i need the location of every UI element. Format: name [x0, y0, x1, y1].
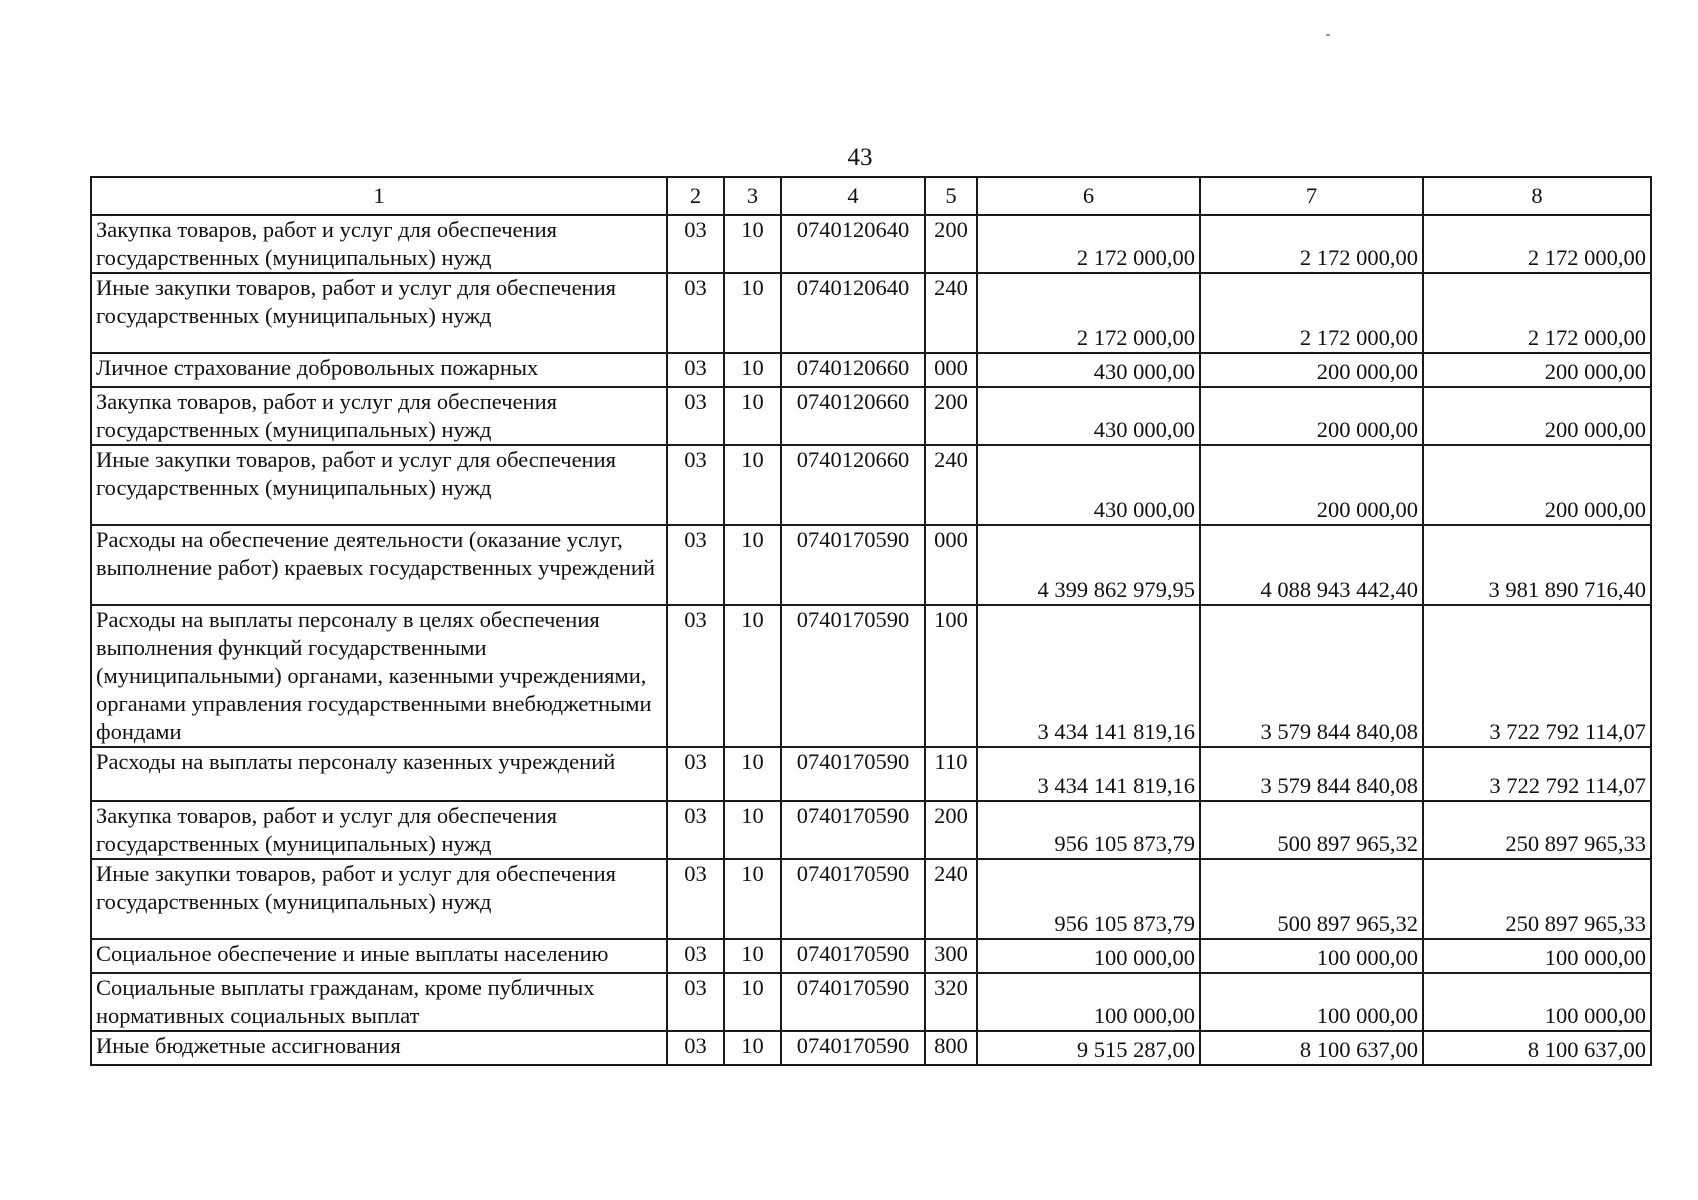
- expense-type-code: 200: [925, 801, 977, 859]
- target-article-code: 0740170590: [781, 801, 925, 859]
- table-row: [91, 525, 1651, 605]
- header-cell: 1: [91, 177, 667, 215]
- amount-col-6: 956 105 873,79: [977, 859, 1200, 939]
- table-row: [91, 605, 1651, 747]
- amount-col-7: 2 172 000,00: [1200, 273, 1423, 353]
- header-cell: 5: [925, 177, 977, 215]
- expense-type-code: 240: [925, 273, 977, 353]
- page-number: 43: [847, 144, 873, 171]
- subsection-code: 10: [724, 525, 781, 605]
- amount-col-8: 200 000,00: [1423, 353, 1651, 387]
- target-article-code: 0740120640: [781, 273, 925, 353]
- amount-col-7: 3 579 844 840,08: [1200, 605, 1423, 747]
- scan-speck: [1326, 34, 1330, 36]
- header-cell: 8: [1423, 177, 1651, 215]
- expense-type-code: 200: [925, 215, 977, 273]
- expense-type-code: 100: [925, 605, 977, 747]
- section-code: 03: [667, 445, 724, 525]
- budget-table: [90, 176, 1652, 1066]
- expense-type-code: 300: [925, 939, 977, 973]
- amount-col-7: 3 579 844 840,08: [1200, 747, 1423, 801]
- row-name: Социальные выплаты гражданам, кроме публичных нормативных социальных выплат: [91, 973, 667, 1031]
- amount-col-7: 2 172 000,00: [1200, 215, 1423, 273]
- amount-col-8: 250 897 965,33: [1423, 859, 1651, 939]
- amount-col-7: 100 000,00: [1200, 973, 1423, 1031]
- section-code: 03: [667, 525, 724, 605]
- table-row: [91, 353, 1651, 387]
- target-article-code: 0740170590: [781, 605, 925, 747]
- table-row: [91, 973, 1651, 1031]
- row-name: Иные бюджетные ассигнования: [91, 1031, 667, 1065]
- expense-type-code: 200: [925, 387, 977, 445]
- amount-col-8: 8 100 637,00: [1423, 1031, 1651, 1065]
- amount-col-8: 250 897 965,33: [1423, 801, 1651, 859]
- target-article-code: 0740120660: [781, 387, 925, 445]
- expense-type-code: 000: [925, 525, 977, 605]
- header-cell: 4: [781, 177, 925, 215]
- target-article-code: 0740170590: [781, 525, 925, 605]
- amount-col-6: 4 399 862 979,95: [977, 525, 1200, 605]
- row-name: Иные закупки товаров, работ и услуг для обеспечения государственных (муниципальных) нужд: [91, 445, 667, 525]
- amount-col-8: 3 722 792 114,07: [1423, 747, 1651, 801]
- section-code: 03: [667, 387, 724, 445]
- section-code: 03: [667, 859, 724, 939]
- target-article-code: 0740120660: [781, 353, 925, 387]
- amount-col-6: 430 000,00: [977, 353, 1200, 387]
- table-row: [91, 215, 1651, 273]
- amount-col-8: 200 000,00: [1423, 387, 1651, 445]
- expense-type-code: 800: [925, 1031, 977, 1065]
- subsection-code: 10: [724, 1031, 781, 1065]
- row-name: Закупка товаров, работ и услуг для обеспечения государственных (муниципальных) нужд: [91, 215, 667, 273]
- expense-type-code: 240: [925, 445, 977, 525]
- expense-type-code: 110: [925, 747, 977, 801]
- subsection-code: 10: [724, 859, 781, 939]
- target-article-code: 0740170590: [781, 747, 925, 801]
- section-code: 03: [667, 1031, 724, 1065]
- table-row: [91, 273, 1651, 353]
- amount-col-6: 430 000,00: [977, 387, 1200, 445]
- subsection-code: 10: [724, 747, 781, 801]
- amount-col-8: 100 000,00: [1423, 973, 1651, 1031]
- section-code: 03: [667, 747, 724, 801]
- target-article-code: 0740170590: [781, 859, 925, 939]
- section-code: 03: [667, 939, 724, 973]
- amount-col-6: 100 000,00: [977, 939, 1200, 973]
- amount-col-7: 500 897 965,32: [1200, 801, 1423, 859]
- amount-col-6: 3 434 141 819,16: [977, 605, 1200, 747]
- expense-type-code: 000: [925, 353, 977, 387]
- target-article-code: 0740170590: [781, 1031, 925, 1065]
- row-name: Расходы на выплаты персоналу в целях обеспечения выполнения функций государственными (муниципальными) органами, казенными учреждениями, органами управления государственными внебюджетными фондами: [91, 605, 667, 747]
- amount-col-6: 430 000,00: [977, 445, 1200, 525]
- section-code: 03: [667, 801, 724, 859]
- target-article-code: 0740120660: [781, 445, 925, 525]
- target-article-code: 0740120640: [781, 215, 925, 273]
- amount-col-8: 200 000,00: [1423, 445, 1651, 525]
- amount-col-6: 9 515 287,00: [977, 1031, 1200, 1065]
- header-cell: 2: [667, 177, 724, 215]
- subsection-code: 10: [724, 273, 781, 353]
- section-code: 03: [667, 273, 724, 353]
- subsection-code: 10: [724, 939, 781, 973]
- header-cell: 7: [1200, 177, 1423, 215]
- table-row: [91, 387, 1651, 445]
- section-code: 03: [667, 605, 724, 747]
- table-row: [91, 1031, 1651, 1065]
- row-name: Иные закупки товаров, работ и услуг для обеспечения государственных (муниципальных) нужд: [91, 859, 667, 939]
- target-article-code: 0740170590: [781, 939, 925, 973]
- amount-col-8: 3 981 890 716,40: [1423, 525, 1651, 605]
- table-row: [91, 445, 1651, 525]
- header-cell: 3: [724, 177, 781, 215]
- header-cell: 6: [977, 177, 1200, 215]
- amount-col-7: 200 000,00: [1200, 445, 1423, 525]
- table-row: [91, 939, 1651, 973]
- subsection-code: 10: [724, 387, 781, 445]
- amount-col-6: 2 172 000,00: [977, 273, 1200, 353]
- subsection-code: 10: [724, 215, 781, 273]
- row-name: Социальное обеспечение и иные выплаты населению: [91, 939, 667, 973]
- table-row: [91, 747, 1651, 801]
- subsection-code: 10: [724, 605, 781, 747]
- amount-col-6: 100 000,00: [977, 973, 1200, 1031]
- amount-col-8: 3 722 792 114,07: [1423, 605, 1651, 747]
- amount-col-6: 956 105 873,79: [977, 801, 1200, 859]
- section-code: 03: [667, 973, 724, 1031]
- target-article-code: 0740170590: [781, 973, 925, 1031]
- subsection-code: 10: [724, 801, 781, 859]
- amount-col-7: 4 088 943 442,40: [1200, 525, 1423, 605]
- subsection-code: 10: [724, 445, 781, 525]
- header-row: [91, 177, 1651, 215]
- amount-col-7: 500 897 965,32: [1200, 859, 1423, 939]
- amount-col-6: 3 434 141 819,16: [977, 747, 1200, 801]
- subsection-code: 10: [724, 353, 781, 387]
- expense-type-code: 320: [925, 973, 977, 1031]
- amount-col-7: 100 000,00: [1200, 939, 1423, 973]
- expense-type-code: 240: [925, 859, 977, 939]
- subsection-code: 10: [724, 973, 781, 1031]
- table-row: [91, 801, 1651, 859]
- amount-col-8: 2 172 000,00: [1423, 215, 1651, 273]
- amount-col-7: 200 000,00: [1200, 387, 1423, 445]
- section-code: 03: [667, 215, 724, 273]
- row-name: Расходы на обеспечение деятельности (оказание услуг, выполнение работ) краевых государственных учреждений: [91, 525, 667, 605]
- amount-col-8: 100 000,00: [1423, 939, 1651, 973]
- row-name: Расходы на выплаты персоналу казенных учреждений: [91, 747, 667, 801]
- amount-col-8: 2 172 000,00: [1423, 273, 1651, 353]
- section-code: 03: [667, 353, 724, 387]
- table-row: [91, 859, 1651, 939]
- amount-col-6: 2 172 000,00: [977, 215, 1200, 273]
- row-name: Закупка товаров, работ и услуг для обеспечения государственных (муниципальных) нужд: [91, 387, 667, 445]
- row-name: Личное страхование добровольных пожарных: [91, 353, 667, 387]
- amount-col-7: 200 000,00: [1200, 353, 1423, 387]
- row-name: Закупка товаров, работ и услуг для обеспечения государственных (муниципальных) нужд: [91, 801, 667, 859]
- amount-col-7: 8 100 637,00: [1200, 1031, 1423, 1065]
- row-name: Иные закупки товаров, работ и услуг для обеспечения государственных (муниципальных) нужд: [91, 273, 667, 353]
